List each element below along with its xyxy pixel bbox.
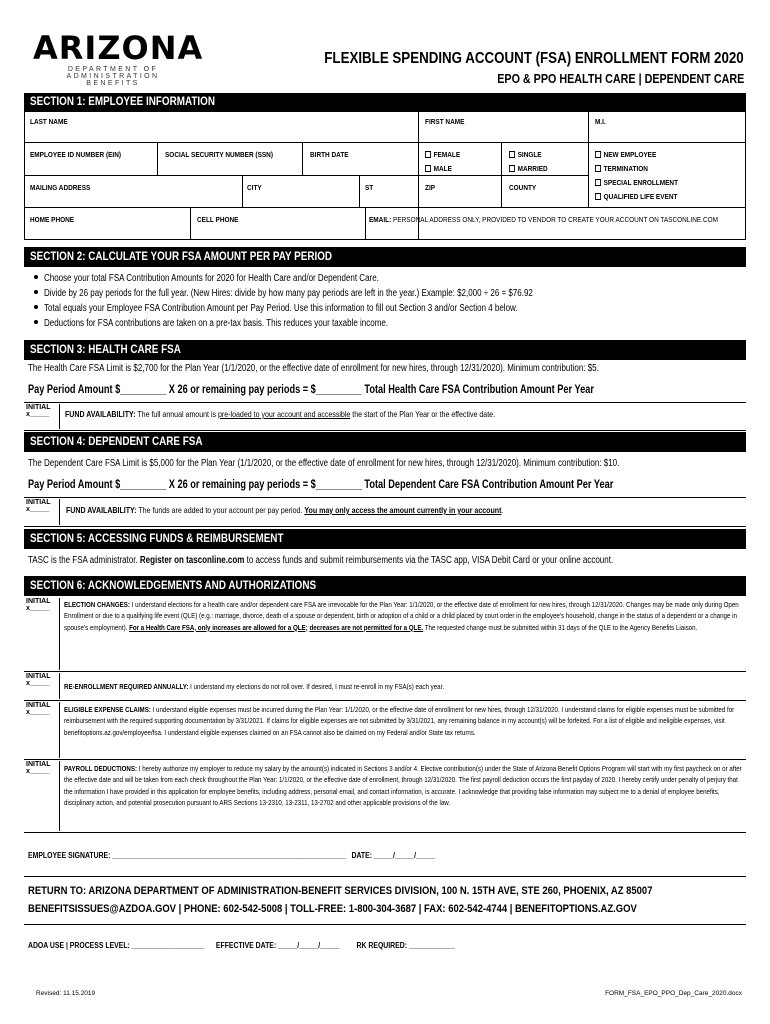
checkbox-icon — [509, 165, 515, 172]
list-item: Divide by 26 pay periods for the full year. (New Hires: divide by how many pay periods are left in the year.) Example: $2,000 ÷ 26 = $76.92 — [34, 286, 655, 301]
list-item: Choose your total FSA Contribution Amounts for 2020 for Health Care and/or Dependent Care. — [34, 271, 655, 286]
initial-field[interactable]: INITIAL x_____ — [24, 404, 60, 429]
checkbox-qualified-life-event[interactable]: QUALIFIED LIFE EVENT — [595, 192, 691, 201]
checkbox-icon — [595, 193, 601, 200]
logo-subtitle-benefits: BENEFITS — [86, 80, 140, 87]
label-birth-date: BIRTH DATE — [310, 150, 349, 159]
label-first-name: FIRST NAME — [425, 117, 465, 126]
health-care-limit-text: The Health Care FSA Limit is $2,700 for the Plan Year (1/1/2020, or the effective date of enrollment for new hires, through 12/31/2020). Minimum contribution: $5. — [28, 363, 599, 374]
arizona-logo — [33, 29, 204, 87]
dependent-care-fund-availability: FUND AVAILABILITY: The funds are added to your account per pay period. You may only access the amount currently in your account. — [66, 506, 504, 515]
section-5-header: SECTION 5: ACCESSING FUNDS & REIMBURSEMENT — [24, 529, 746, 549]
payroll-deductions-text: PAYROLL DEDUCTIONS: I hereby authorize my employer to reduce my salary by the amount(s) indicated in Sections 3 and/or 4. Elective contribution(s) under the State of Arizona Benefit Options Program will start with my first paycheck on or after the effective date and will be taken from each check throughout the Plan Year: 1/1/2020, or the effective date of enrollment, through 12/31/2020. The first payroll deduction occurs the first payday of 2020. I hereby certify under penalty of perjury that the information I have provided in this application for employee benefits, including address, personal email, and contact information, is accurate. I acknowledge that providing false information may subject me to a denial of employee benefits, disciplinary action, and potential prosecution pursuant to ARS Sections 13-2310, 13-2311, 13-2702 and other applicable provisions of the law. — [64, 764, 742, 807]
section-4-header: SECTION 4: DEPENDENT CARE FSA — [24, 432, 746, 452]
file-name: FORM_FSA_EPO_PPO_Dep_Care_2020.docx — [605, 990, 742, 997]
label-county: COUNTY — [509, 183, 537, 192]
process-level-field[interactable]: ADOA USE | PROCESS LEVEL: ___________________ — [28, 941, 205, 950]
list-item: Deductions for FSA contributions are taken on a pre-tax basis. This reduces your taxable income. — [34, 316, 655, 331]
eligible-expense-claims-text: ELIGIBLE EXPENSE CLAIMS: I understand eligible expenses must be incurred during the Plan Year: 1/1/2020, or the effective date of enrollment for new hires, through 12/31/2020. I understand claims for eligible expenses must be submitted for reimbursement with the required supporting documentation by 3/31/2021. If claims for eligible expenses are not submitted by 3/31/2021, any remaining balance in my account(s) will be forfeited. For a list of eligible and ineligible expenses, visit benefitoptions.az.gov/employee/fsa. I understand eligible expenses claimed on an FSA cannot also be claimed on my Federal and/or State tax returns. — [64, 705, 735, 737]
label-st: ST — [365, 183, 374, 192]
rk-required-field[interactable]: RK REQUIRED: ____________ — [356, 941, 455, 950]
checkbox-icon — [425, 165, 431, 172]
label-home-phone: HOME PHONE — [30, 215, 75, 224]
signature-date-field[interactable]: DATE: _____/_____/_____ — [351, 851, 436, 860]
label-zip: ZIP — [425, 183, 436, 192]
contact-info: BENEFITSISSUES@AZDOA.GOV | PHONE: 602-542-5008 | TOLL-FREE: 1-800-304-3687 | FAX: 602-542-4744 | BENEFITOPTIONS.AZ.GOV — [28, 903, 637, 915]
checkbox-single[interactable]: SINGLE — [509, 150, 547, 159]
label-last-name: LAST NAME — [30, 117, 68, 126]
checkbox-married[interactable]: MARRIED — [509, 164, 554, 173]
form-subtitle: EPO & PPO HEALTH CARE | DEPENDENT CARE — [496, 72, 744, 86]
initial-field[interactable]: INITIAL x_____ — [24, 673, 60, 699]
election-changes-text: ELECTION CHANGES: I understand elections for a health care and/or dependent care FSA are irrevocable for the Plan Year: 1/1/2020, or the effective date of enrollment for new hires, through 12/31/2020. Changes may be made only during Open Enrollment or due to a qualifying life event (QLE) (e.g.: marriage, divorce, death of a spouse or dependent, birth or adoption of a child or a child placed by court order in the employee's household, change in the status of a dependent or a change in spouse's employment). For a Health Care FSA, only increases are allowed for a QLE; decreases are not permitted for a QLE. The requested change must be submitted within 31 days of the QLE to the Agency Benefits Liaison. — [64, 600, 739, 632]
section-3-header: SECTION 3: HEALTH CARE FSA — [24, 340, 746, 360]
return-address: RETURN TO: ARIZONA DEPARTMENT OF ADMINISTRATION-BENEFIT SERVICES DIVISION, 100 N. 15TH AVE, STE 260, PHOENIX, AZ 85007 — [28, 885, 653, 897]
checkbox-icon — [595, 151, 601, 158]
label-cell-phone: CELL PHONE — [197, 215, 239, 224]
label-mi: M.I. — [595, 117, 606, 126]
checkbox-female[interactable]: FEMALE — [425, 150, 466, 159]
label-ssn: SOCIAL SECURITY NUMBER (SSN) — [165, 150, 273, 159]
label-mailing-address: MAILING ADDRESS — [30, 183, 91, 192]
checkbox-termination[interactable]: TERMINATION — [595, 164, 657, 173]
section-6-header: SECTION 6: ACKNOWLEDGEMENTS AND AUTHORIZATIONS — [24, 576, 746, 596]
logo-wordmark: ARIZONA — [33, 29, 204, 67]
checkbox-icon — [595, 165, 601, 172]
health-care-fund-availability: FUND AVAILABILITY: The full annual amount is pre-loaded to your account and accessible the start of the Plan Year or the effective date. — [65, 410, 496, 419]
checkbox-icon — [595, 179, 601, 186]
health-care-calculation-line[interactable]: Pay Period Amount $_________ X 26 or remaining pay periods = $_________ Total Health Care FSA Contribution Amount Per Year — [28, 384, 594, 396]
dependent-care-calculation-line[interactable]: Pay Period Amount $_________ X 26 or remaining pay periods = $_________ Total Dependent Care FSA Contribution Amount Per Year — [28, 479, 614, 491]
accessing-funds-text: TASC is the FSA administrator. Register on tasconline.com to access funds and submit reimbursements via the TASC app, VISA Debit Card or your online account. — [28, 555, 614, 566]
effective-date-field[interactable]: EFFECTIVE DATE: _____/_____/_____ — [215, 941, 340, 950]
checkbox-icon — [509, 151, 515, 158]
initial-field[interactable]: INITIAL x_____ — [24, 761, 60, 831]
revised-date: Revised: 11.15.2019 — [36, 990, 96, 997]
dependent-care-limit-text: The Dependent Care FSA Limit is $5,000 for the Plan Year (1/1/2020, or the effective date of enrollment for new hires, through 12/31/2020). Minimum contribution: $10. — [28, 458, 620, 469]
label-city: CITY — [247, 183, 262, 192]
section-1-header: SECTION 1: EMPLOYEE INFORMATION — [24, 93, 746, 112]
checkbox-new-employee[interactable]: NEW EMPLOYEE — [595, 150, 666, 159]
initial-field[interactable]: INITIAL x_____ — [24, 702, 60, 758]
list-item: Total equals your Employee FSA Contribution Amount per Pay Period. Use this information to fill out Section 3 and/or Section 4 below. — [34, 301, 655, 316]
checkbox-icon — [425, 151, 431, 158]
initial-field[interactable]: INITIAL x_____ — [24, 499, 60, 525]
logo-subtitle-department: DEPARTMENT OF ADMINISTRATION — [66, 66, 160, 80]
label-ein: EMPLOYEE ID NUMBER (EIN) — [30, 150, 122, 159]
form-title: FLEXIBLE SPENDING ACCOUNT (FSA) ENROLLMENT FORM 2020 — [324, 50, 744, 67]
label-email: EMAIL: PERSONAL ADDRESS ONLY, PROVIDED TO VENDOR TO CREATE YOUR ACCOUNT ON TASCONLINE.COM — [369, 215, 718, 224]
section-2-header: SECTION 2: CALCULATE YOUR FSA AMOUNT PER PAY PERIOD — [24, 247, 746, 267]
initial-field[interactable]: INITIAL x_____ — [24, 598, 60, 670]
checkbox-special-enrollment[interactable]: SPECIAL ENROLLMENT — [595, 178, 692, 187]
checkbox-male[interactable]: MALE — [425, 164, 456, 173]
employee-info-grid — [24, 112, 746, 240]
adoa-use-line — [28, 941, 524, 950]
employee-signature-line[interactable]: EMPLOYEE SIGNATURE: _____________________________________________________________ DATE: _____/_____/_____ — [28, 851, 436, 860]
calculation-steps-list — [34, 271, 655, 331]
re-enrollment-text: RE-ENROLLMENT REQUIRED ANNUALLY: I understand my elections do not roll over. If desired, I must re-enroll in my FSA(s) each year. — [64, 682, 445, 691]
